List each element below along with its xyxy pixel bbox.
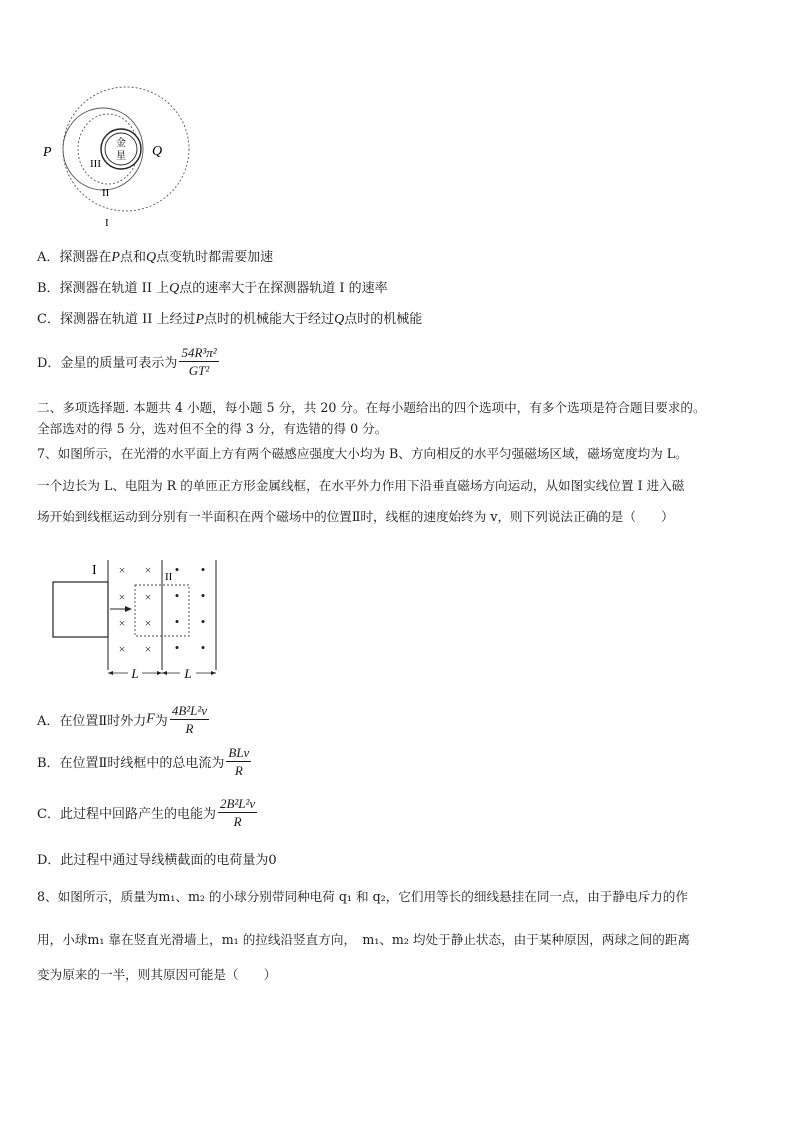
point-p-label: P xyxy=(43,145,52,160)
current-formula: $\frac{\text{BLv}}{R}$ xyxy=(228,745,250,778)
magnetic-field-figure xyxy=(50,558,230,688)
force-formula: $\frac{\text{4B²L²v}}{R}$ xyxy=(171,703,208,736)
cross-mark: × xyxy=(118,590,126,604)
cross-mark: × xyxy=(144,590,152,604)
q6-option-c: C．探测器在轨道 II 上经过P点时的机械能大于经过Q点时的机械能 xyxy=(37,312,423,327)
dim-arrowhead xyxy=(162,671,167,675)
dim-arrowhead xyxy=(157,671,162,675)
q7-option-b: B．在位置Ⅱ时线框中的总电流为 $\frac{\text{BLv}}{R}$ xyxy=(37,745,250,778)
q7-option-d: D．此过程中通过导线横截面的电荷量为0 xyxy=(37,853,277,868)
position-2-label: II xyxy=(165,571,173,583)
dot-mark: • xyxy=(174,640,180,655)
dot-mark: • xyxy=(174,562,180,577)
width-label-1: L xyxy=(131,666,139,681)
q6-option-a: A．探测器在P点和Q点变轨时都需要加速 xyxy=(37,250,274,265)
dim-arrowhead xyxy=(108,671,113,675)
q7-option-c: C．此过程中回路产生的电能为 $\frac{\text{2B²L²v}}{R}$ xyxy=(37,796,256,829)
q8-line1: 8、如图所示，质量为m₁、m₂ 的小球分别带同种电荷 q₁ 和 q₂，它们用等长的细线悬挂在同一点，由于静电斥力的作 xyxy=(37,889,688,904)
velocity-arrow-head xyxy=(125,606,132,612)
dim-arrowhead xyxy=(211,671,216,675)
q7-option-a: A．在位置Ⅱ时外力F为 $\frac{\text{4B²L²v}}{R}$ xyxy=(37,703,208,736)
orbit-iii-label: III xyxy=(90,158,101,170)
q8-line3: 变为原来的一半，则其原因可能是（ ） xyxy=(37,967,277,982)
planet-label-2: 星 xyxy=(116,151,126,162)
section2-line1: 二、多项选择题. 本题共 4 小题，每小题 5 分，共 20 分。在每小题给出的四个选项中，有多个选项是符合题目要求的。 xyxy=(37,400,706,415)
section2-line2: 全部选对的得 5 分，选对但不全的得 3 分，有选错的得 0 分。 xyxy=(37,421,388,436)
dot-mark: • xyxy=(200,562,206,577)
q7-line1: 7、如图所示，在光滑的水平面上方有两个磁感应强度大小均为 B、方向相反的水平匀强磁场区域，磁场宽度均为 L。 xyxy=(37,446,688,461)
cross-mark: × xyxy=(144,642,152,656)
cross-mark: × xyxy=(118,642,126,656)
planet-label-1: 金 xyxy=(116,138,126,149)
energy-formula: $\frac{\text{2B²L²v}}{R}$ xyxy=(219,796,256,829)
cross-mark: × xyxy=(118,616,126,630)
venus-planet xyxy=(101,129,141,169)
orbit-ii-label: II xyxy=(102,187,110,199)
q8-line2: 用，小球m₁ 靠在竖直光滑墙上，m₁ 的拉线沿竖直方向， m₁、m₂ 均处于静止状态，由于某种原因，两球之间的距离 xyxy=(37,932,690,947)
position-1-label: I xyxy=(92,563,97,578)
mass-formula: $\frac{\text{54R³π²}}{\text{GT²}}$ xyxy=(181,345,217,378)
cross-mark: × xyxy=(118,563,126,577)
cross-mark: × xyxy=(144,616,152,630)
dot-field-marks xyxy=(175,562,206,655)
dot-mark: • xyxy=(174,588,180,603)
q7-line2: 一个边长为 L、电阻为 R 的单匝正方形金属线框，在水平外力作用下沿垂直磁场方向运动，从如图实线位置 I 进入磁 xyxy=(37,478,685,493)
cross-mark: × xyxy=(144,563,152,577)
q6-option-d: D．金星的质量可表示为 $\frac{\text{54R³π²}}{\text{GT²}}$ xyxy=(37,345,217,378)
orbit-i-label: I xyxy=(105,217,109,229)
orbit-figure xyxy=(30,78,210,238)
q7-line3: 场开始到线框运动到分别有一半面积在两个磁场中的位置Ⅱ时，线框的速度始终为 v，则下列说法正确的是（ ） xyxy=(37,509,674,524)
dot-mark: • xyxy=(200,588,206,603)
dot-mark: • xyxy=(174,614,180,629)
q6-option-b: B．探测器在轨道 II 上Q点的速率大于在探测器轨道 I 的速率 xyxy=(37,281,388,296)
width-label-2: L xyxy=(184,666,192,681)
dot-mark: • xyxy=(200,614,206,629)
frame-position-1 xyxy=(53,582,108,637)
dot-mark: • xyxy=(200,640,206,655)
point-q-label: Q xyxy=(152,144,163,159)
